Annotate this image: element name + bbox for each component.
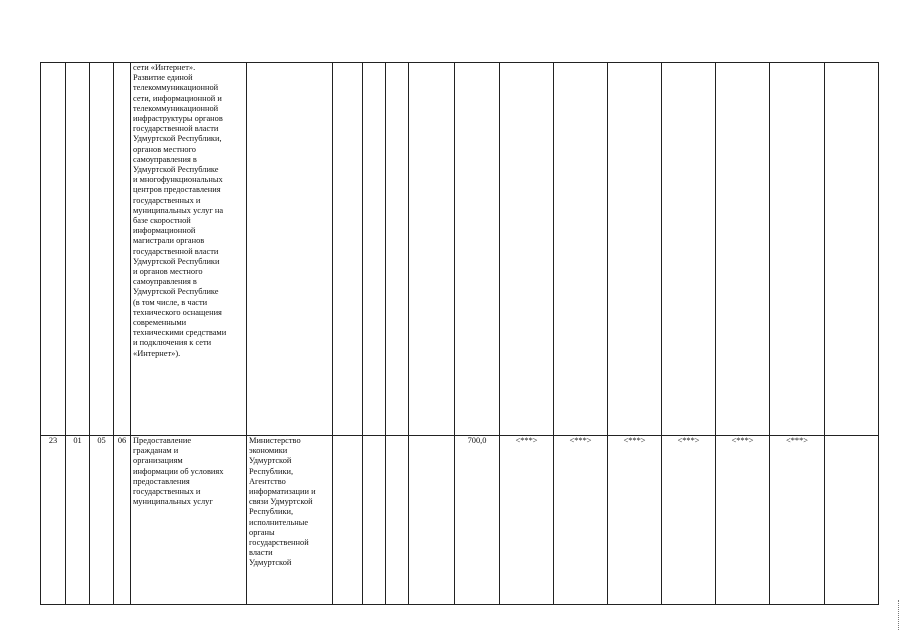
cell-year-value: <***> <box>716 436 770 605</box>
scan-edge-mark <box>898 600 901 630</box>
table-row-23 <box>41 436 879 605</box>
cell-year-value: <***> <box>554 436 608 605</box>
cell-description: сети «Интернет». Развитие единой телекоммуникационной сети, информационной и телекоммуникационной инфраструктуры органов государственной власти Удмуртской Республики, органов местного самоуправления в Удмуртской Республике и многофункциональных центров предоставления государственных и муниципальных услуг на базе скоростной информационной магистрали органов государственной власти Удмуртской Республики и органов местного самоуправления в Удмуртской Республике (в том числе, в части технического оснащения современными техническими средствами и подключения к сети «Интернет»). <box>131 63 247 436</box>
program-table <box>40 62 879 605</box>
cell-empty <box>500 63 554 436</box>
cell-empty <box>770 63 825 436</box>
cell-empty <box>409 63 455 436</box>
cell-empty <box>455 63 500 436</box>
cell-year-value: <***> <box>500 436 554 605</box>
cell-empty <box>825 63 879 436</box>
cell-year-value: <***> <box>662 436 716 605</box>
cell-executor <box>247 63 333 436</box>
cell-empty <box>333 63 363 436</box>
cell-executor: Министерство экономики Удмуртской Республики, Агентство информатизации и связи Удмуртской Республики, исполнительные органы государственной власти Удмуртской <box>247 436 333 605</box>
cell-empty <box>333 436 363 605</box>
cell-code-2: 01 <box>66 436 90 605</box>
cell-empty <box>363 63 386 436</box>
cell-empty <box>90 63 114 436</box>
cell-empty <box>386 436 409 605</box>
cell-empty <box>716 63 770 436</box>
cell-empty <box>66 63 90 436</box>
cell-empty <box>363 436 386 605</box>
cell-amount: 700,0 <box>455 436 500 605</box>
cell-empty <box>386 63 409 436</box>
cell-code-4: 06 <box>114 436 131 605</box>
cell-empty <box>554 63 608 436</box>
cell-empty <box>41 63 66 436</box>
cell-empty <box>662 63 716 436</box>
cell-description: Предоставление гражданам и организациям информации об условиях предоставления государственных и муниципальных услуг <box>131 436 247 605</box>
cell-year-value: <***> <box>608 436 662 605</box>
cell-empty <box>825 436 879 605</box>
cell-empty <box>409 436 455 605</box>
cell-code-1: 23 <box>41 436 66 605</box>
table-row-continuation <box>41 63 879 436</box>
cell-empty <box>608 63 662 436</box>
cell-year-value: <***> <box>770 436 825 605</box>
cell-empty <box>114 63 131 436</box>
cell-code-3: 05 <box>90 436 114 605</box>
